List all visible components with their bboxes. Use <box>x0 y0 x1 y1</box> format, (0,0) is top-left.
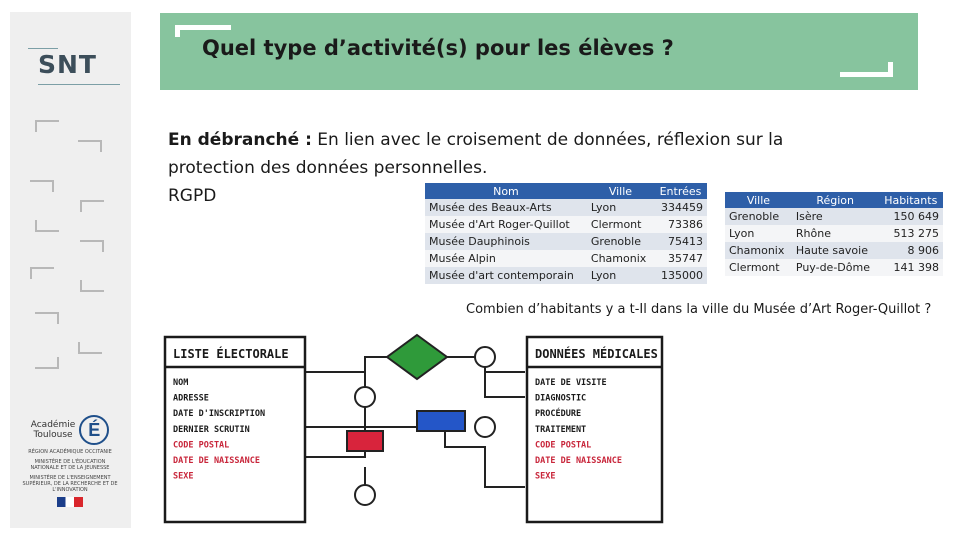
academie-region: RÉGION ACADÉMIQUE OCCITANIE <box>28 449 112 455</box>
cities-table <box>725 192 943 276</box>
academie-e-icon: É <box>79 415 109 445</box>
table-cell: 150 649 <box>879 208 944 225</box>
connector-line <box>365 427 525 487</box>
table-cell: Lyon <box>587 199 654 216</box>
bracket-decoration <box>78 342 102 354</box>
table-cell: Musée des Beaux-Arts <box>425 199 587 216</box>
left-field-label: SEXE <box>173 471 194 482</box>
wheel-node <box>475 417 495 437</box>
bracket-decoration <box>35 220 59 232</box>
wheel-node <box>355 485 375 505</box>
body-paragraph: En lien avec le croisement de données, réflexion sur la protection des données personnelles. <box>168 130 784 178</box>
bracket-decoration <box>35 120 59 132</box>
academie-ministry-2: MINISTÈRE DE L'ENSEIGNEMENT SUPÉRIEUR, DE LA RECHERCHE ET DE L'INNOVATION <box>22 475 118 493</box>
table-row <box>725 242 943 259</box>
right-field-label: DATE DE NAISSANCE <box>535 456 622 466</box>
table-cell: Musée Dauphinois <box>425 233 587 250</box>
corner-bracket-top-left <box>175 25 180 37</box>
academie-ministry-1: MINISTÈRE DE L'ÉDUCATION NATIONALE ET DE LA JEUNESSE <box>30 459 110 471</box>
table-header: Ville <box>725 192 792 208</box>
table-header: Région <box>792 192 879 208</box>
left-field-label: NOM <box>173 378 189 388</box>
table-header: Habitants <box>879 192 944 208</box>
left-field-label: ADRESSE <box>173 393 209 404</box>
bracket-decoration <box>78 140 102 152</box>
bracket-decoration <box>80 200 104 212</box>
table-cell: 73386 <box>654 216 707 233</box>
table-row <box>425 216 707 233</box>
table-header: Nom <box>425 183 587 199</box>
corner-bracket-bottom-right <box>888 62 893 77</box>
rgpd-label: RGPD <box>168 186 217 206</box>
table-header: Ville <box>587 183 654 199</box>
right-field-label: CODE POSTAL <box>535 440 592 451</box>
right-card-title: DONNÉES MÉDICALES <box>535 347 658 361</box>
lead-text: En débranché : <box>168 130 312 150</box>
right-field-label: PROCÉDURE <box>535 409 582 420</box>
table-row <box>725 208 943 225</box>
bracket-decoration <box>30 267 54 279</box>
table-cell: Puy-de-Dôme <box>792 259 879 276</box>
table-cell: Lyon <box>725 225 792 242</box>
left-field-label: DATE DE NAISSANCE <box>173 456 260 466</box>
table-cell: Clermont <box>587 216 654 233</box>
academie-name-line1: Académie <box>30 420 76 430</box>
table-cell: Lyon <box>587 267 654 284</box>
left-field-label: DERNIER SCRUTIN <box>173 424 250 435</box>
wheel-node <box>475 347 495 367</box>
bracket-decoration <box>35 357 59 369</box>
republique-flag-icon <box>57 497 83 507</box>
table-cell: Haute savoie <box>792 242 879 259</box>
table-cell: Chamonix <box>587 250 654 267</box>
table-cell: Grenoble <box>587 233 654 250</box>
table-row <box>725 225 943 242</box>
logo-line-top <box>28 48 58 49</box>
table-cell: Musée d'art contemporain <box>425 267 587 284</box>
table-cell: 513 275 <box>879 225 944 242</box>
table-cell: 8 906 <box>879 242 944 259</box>
academie-name-line2: Toulouse <box>33 430 73 440</box>
right-field-label: DIAGNOSTIC <box>535 393 587 404</box>
wheel-node <box>355 387 375 407</box>
table-cell: Musée Alpin <box>425 250 587 267</box>
table-header: Entrées <box>654 183 707 199</box>
table-cell: 35747 <box>654 250 707 267</box>
table-row <box>725 259 943 276</box>
right-field-label: DATE DE VISITE <box>535 378 607 388</box>
corner-bracket-bottom-right <box>840 72 893 77</box>
table-cell: Musée d'Art Roger-Quillot <box>425 216 587 233</box>
left-card-title: LISTE ÉLECTORALE <box>173 347 289 361</box>
table-cell: Rhône <box>792 225 879 242</box>
table-row <box>425 267 707 284</box>
bracket-decoration <box>80 240 104 252</box>
table-row <box>425 199 707 216</box>
table-cell: 334459 <box>654 199 707 216</box>
page-title: Quel type d’activité(s) pour les élèves ? <box>202 36 674 60</box>
right-field-label: TRAITEMENT <box>535 424 587 435</box>
diagram-svg <box>155 327 675 528</box>
table-cell: 75413 <box>654 233 707 250</box>
bracket-decoration <box>80 280 104 292</box>
data-crossing-diagram <box>155 327 675 528</box>
academie-logo <box>20 415 120 512</box>
museums-table <box>425 183 707 284</box>
bracket-decoration <box>30 180 54 192</box>
corner-bracket-top-left <box>175 25 231 30</box>
snt-logo: SNT <box>38 50 97 79</box>
table-cell: Isère <box>792 208 879 225</box>
blue-node <box>417 411 465 431</box>
table-cell: 141 398 <box>879 259 944 276</box>
left-field-label: DATE D'INSCRIPTION <box>173 409 266 420</box>
table-cell: Grenoble <box>725 208 792 225</box>
table-cell: Clermont <box>725 259 792 276</box>
table-row <box>425 233 707 250</box>
table-cell: 135000 <box>654 267 707 284</box>
bracket-decoration <box>35 312 59 324</box>
table-row <box>425 250 707 267</box>
right-field-label: SEXE <box>535 471 556 482</box>
question-text: Combien d’habitants y a t-Il dans la ville du Musée d’Art Roger-Quillot ? <box>466 302 932 317</box>
table-cell: Chamonix <box>725 242 792 259</box>
left-field-label: CODE POSTAL <box>173 440 230 451</box>
logo-line-bottom <box>38 84 120 85</box>
red-node <box>347 431 383 451</box>
connector-line <box>365 357 390 372</box>
green-diamond-node <box>387 335 447 379</box>
